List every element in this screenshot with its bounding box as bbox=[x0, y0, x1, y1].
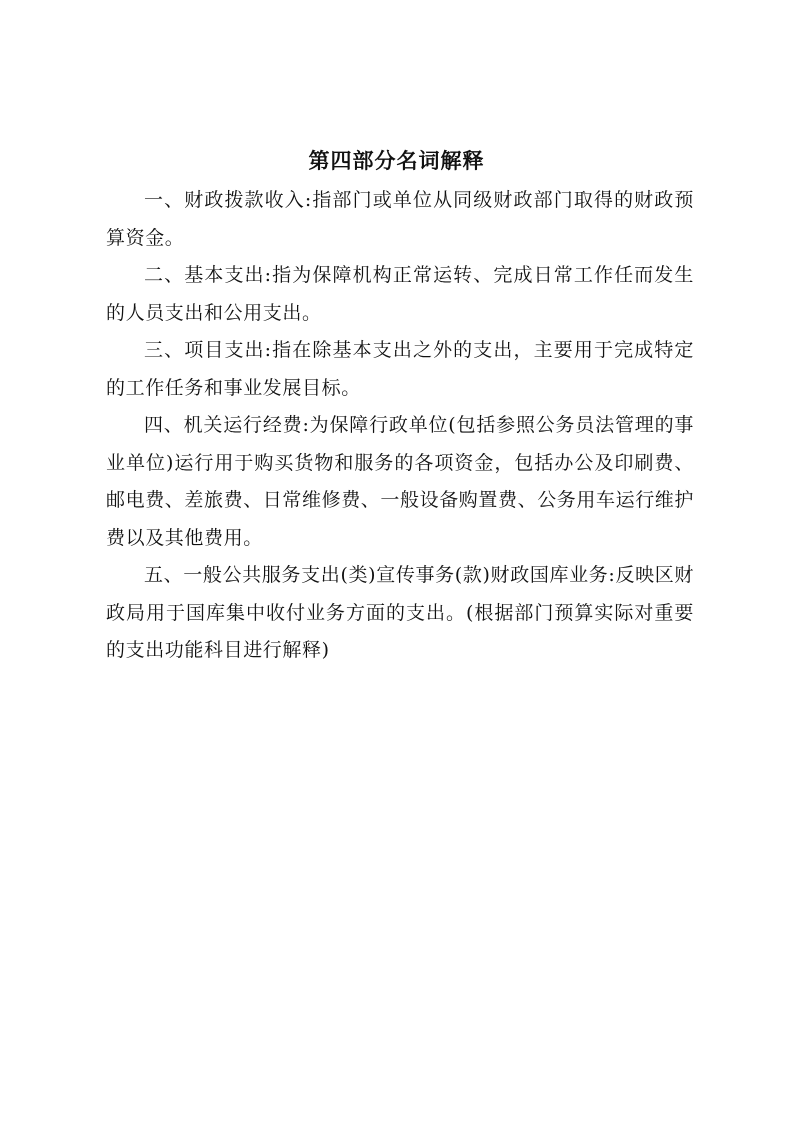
page-title: 第四部分名词解释 bbox=[308, 149, 485, 173]
paragraph-general-public-services: 五、一般公共服务支出(类)宣传事务(款)财政国库业务:反映区财政局用于国库集中收付业务方面的支出。(根据部门预算实际对重要的支出功能科目进行解释) bbox=[106, 564, 694, 661]
paragraph-operating-expenses: 四、机关运行经费:为保障行政单位(包括参照公务员法管理的事业单位)运行用于购买货物和服务的各项资金，包括办公及印刷费、邮电费、差旅费、日常维修费、一般设备购置费、公务用车运行维护费以及其他费用。 bbox=[106, 414, 695, 549]
document-body bbox=[106, 182, 694, 670]
paragraph-project-expenditure: 三、项目支出:指在除基本支出之外的支出，主要用于完成特定的工作任务和事业发展目标。 bbox=[106, 339, 694, 399]
paragraph-basic-expenditure: 二、基本支出:指为保障机构正常运转、完成日常工作任而发生的人员支出和公用支出。 bbox=[106, 264, 694, 324]
paragraph-fiscal-appropriation-income: 一、财政拨款收入:指部门或单位从同级财政部门取得的财政预算资金。 bbox=[106, 189, 694, 249]
